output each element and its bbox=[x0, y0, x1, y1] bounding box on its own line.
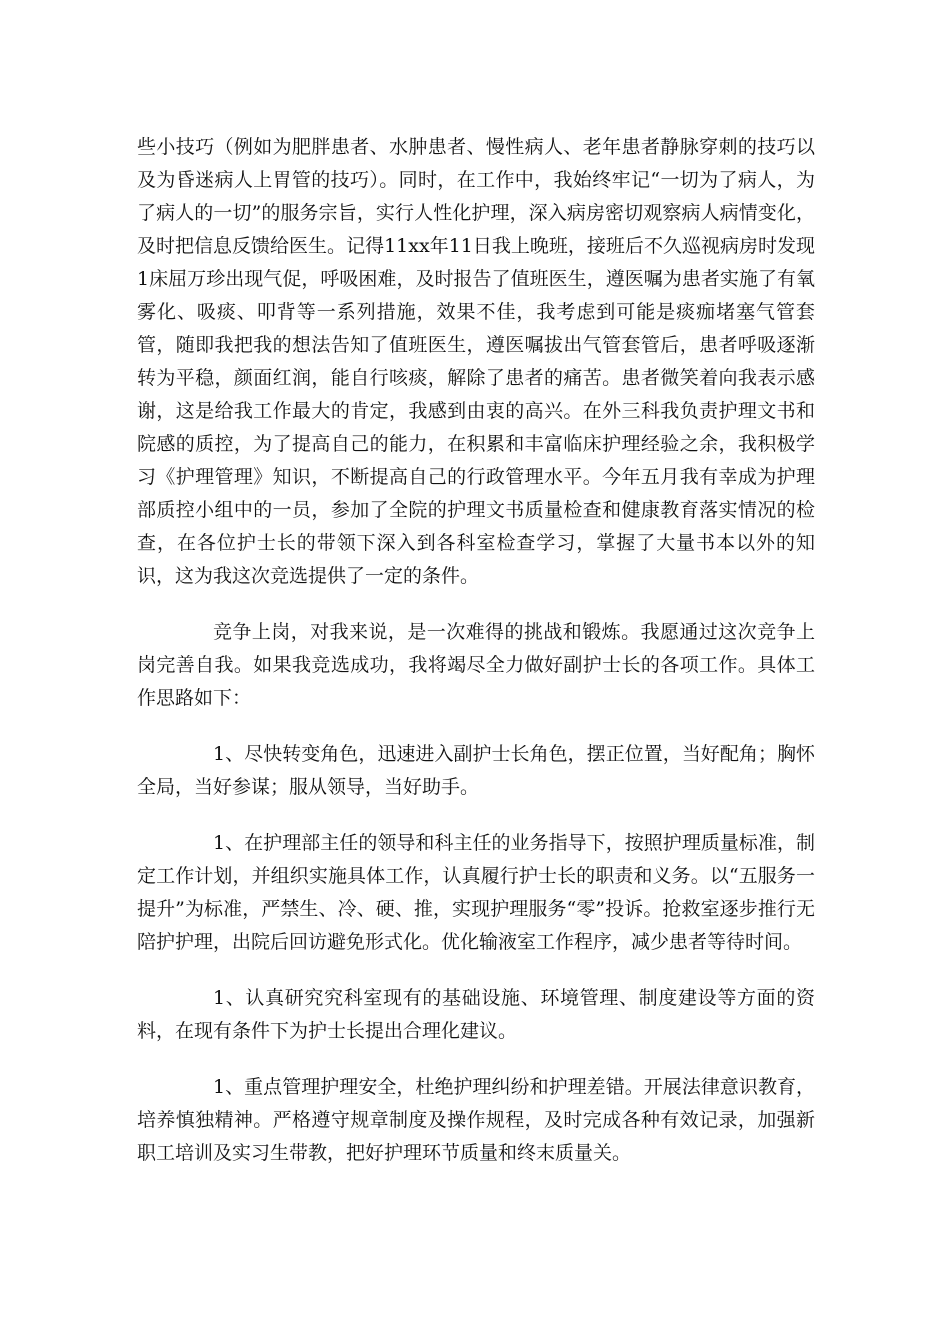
document-body bbox=[137, 131, 815, 1193]
paragraph-item-role-change: 1、尽快转变角色，迅速进入副护士长角色，摆正位置，当好配角；胸怀全局，当好参谋；服从领导，当好助手。 bbox=[137, 743, 815, 798]
paragraph-competition-intro: 竞争上岗，对我来说，是一次难得的挑战和锻炼。我愿通过这次竞争上岗完善自我。如果我竞选成功，我将竭尽全力做好副护士长的各项工作。具体工作思路如下： bbox=[137, 621, 815, 709]
paragraph-item-safety: 1、重点管理护理安全，杜绝护理纠纷和护理差错。开展法律意识教育，培养慎独精神。严格遵守规章制度及操作规程，及时完成各种有效记录，加强新职工培训及实习生带教，把好护理环节质量和终末质量关。 bbox=[137, 1076, 815, 1164]
paragraph-item-research: 1、认真研究究科室现有的基础设施、环境管理、制度建设等方面的资料，在现有条件下为护士长提出合理化建议。 bbox=[137, 987, 815, 1042]
paragraph-continued-skills: 些小技巧（例如为肥胖患者、水肿患者、慢性病人、老年患者静脉穿刺的技巧以及为昏迷病人上胃管的技巧）。同时，在工作中，我始终牢记“一切为了病人，为了病人的一切”的服务宗旨，实行人性化护理，深入病房密切观察病人病情变化，及时把信息反馈给医生。记得11xx年11日我上晚班，接班后不久巡视病房时发现1床屈万珍出现气促，呼吸困难，及时报告了值班医生，遵医嘱为患者实施了有氧雾化、吸痰、叩背等一系列措施，效果不佳，我考虑到可能是痰痂堵塞气管套管，随即我把我的想法告知了值班医生，遵医嘱拔出气管套管后，患者呼吸逐渐转为平稳，颜面红润，能自行咳痰，解除了患者的痛苦。患者微笑着向我表示感谢，这是给我工作最大的肯定，我感到由衷的高兴。在外三科我负责护理文书和院感的质控，为了提高自己的能力，在积累和丰富临床护理经验之余，我积极学习《护理管理》知识，不断提高自己的行政管理水平。今年五月我有幸成为护理部质控小组中的一员，参加了全院的护理文书质量检查和健康教育落实情况的检查，在各位护士长的带领下深入到各科室检查学习，掌握了大量书本以外的知识，这为我这次竞选提供了一定的条件。 bbox=[137, 136, 815, 587]
paragraph-item-work-plan: 1、在护理部主任的领导和科主任的业务指导下，按照护理质量标准，制定工作计划，并组织实施具体工作，认真履行护士长的职责和义务。以“五服务一提升”为标准，严禁生、冷、硬、推，实现护理服务“零”投诉。抢救室逐步推行无陪护护理，出院后回访避免形式化。优化输液室工作程序，减少患者等待时间。 bbox=[137, 832, 815, 953]
